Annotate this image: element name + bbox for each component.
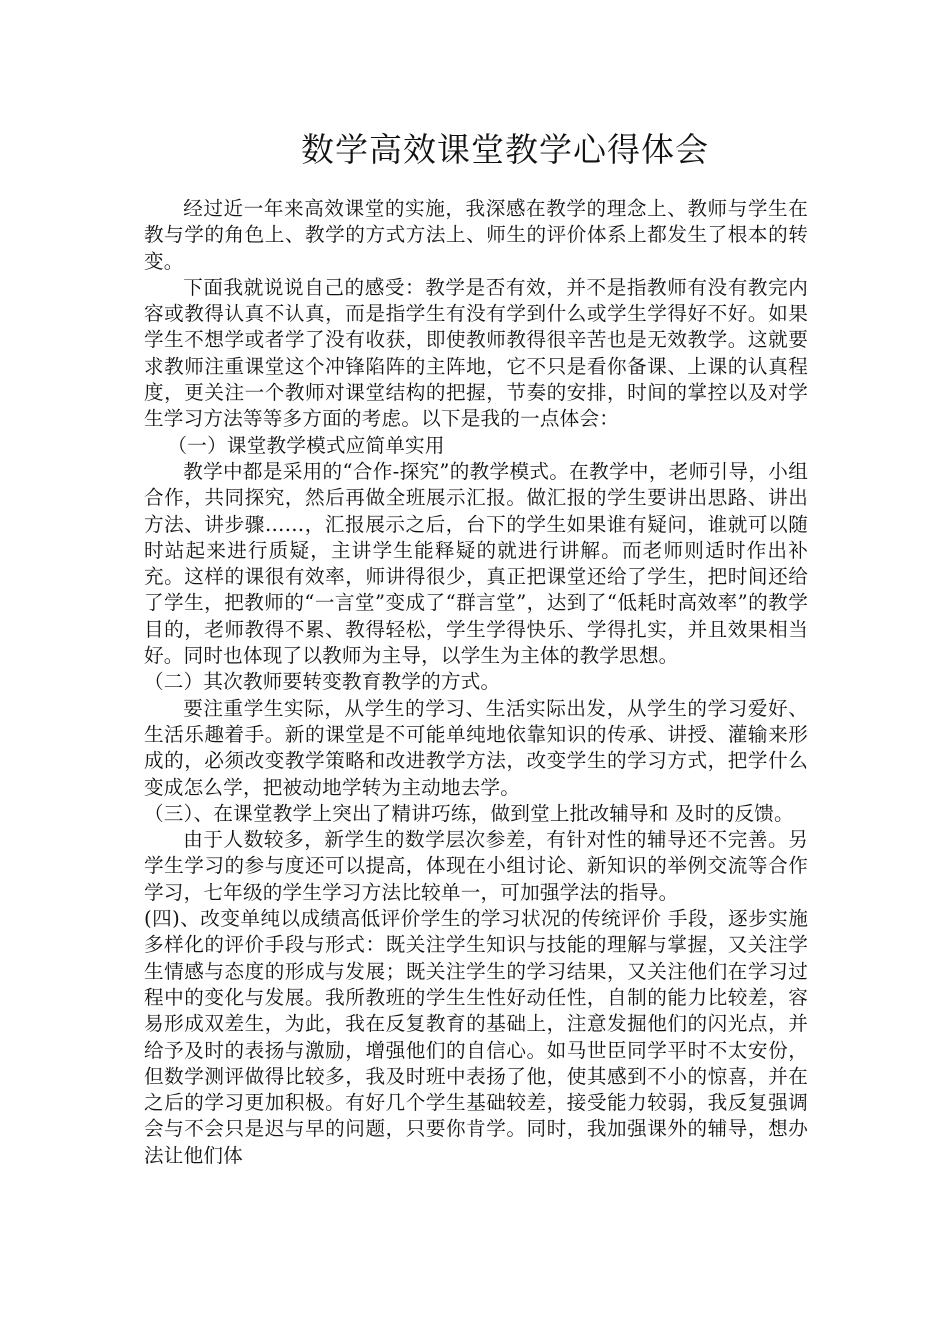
paragraph-feelings: 下面我就说说自己的感受：教学是否有效，并不是指教师有没有教完内容或教得认真不认真，而是指学生有没有学到什么或学生学得好不好。如果学生不想学或者学了没有收获，即使教师教得很辛苦也是无效教学。这就要求教师注重课堂这个冲锋陷阵的主阵地，它不只是看你备课、上课的认真程度，更关注一个教师对课堂结构的把握，节奏的安排，时间的掌控以及对学生学习方法等等多方面的考虑。以下是我的一点体会： (144, 275, 808, 431)
paragraph-section-3: 由于人数较多，新学生的数学层次参差，有针对性的辅导还不完善。另学生学习的参与度还可以提高，体现在小组讨论、新知识的举例交流等合作学习，七年级的学生学习方法比较单一，可加强学法的指导。 (144, 828, 808, 904)
paragraph-intro: 经过近一年来高效课堂的实施，我深感在教学的理念上、教师与学生在教与学的角色上、教学的方式方法上、师生的评价体系上都发生了根本的转变。 (144, 197, 808, 273)
paragraph-section-4: (四)、改变单纯以成绩高低评价学生的学习状况的传统评价 手段，逐步实施多样化的评价手段与形式：既关注学生知识与技能的理解与掌握，又关注学生情感与态度的形成与发展；既关注学生的学习结果，又关注他们在学习过程中的变化与发展。我所教班的学生生性好动任性，自制的能力比较差，容易形成双差生，为此，我在反复教育的基础上，注意发掘他们的闪光点，并给予及时的表扬与激励，增强他们的自信心。如马世臣同学平时不太安份，但数学测评做得比较多，我及时班中表扬了他，使其感到不小的惊喜，并在之后的学习更加积极。有好几个学生基础较差，接受能力较弱，我反复强调会与不会只是迟与早的问题，只要你肯学。同时，我加强课外的辅导，想办法让他们体 (144, 907, 808, 1167)
section-heading-2: （二）其次教师要转变教育教学的方式。 (144, 670, 501, 694)
document-body (144, 196, 808, 1169)
section-heading-1: （一）课堂教学模式应简单实用 (167, 433, 445, 457)
document-title: 数学高效课堂教学心得体会 (301, 130, 709, 169)
paragraph-section-2: 要注重学生实际，从学生的学习、生活实际出发，从学生的学习爱好、生活乐趣着手。新的课堂是不可能单纯地依靠知识的传承、讲授、灌输来形成的，必须改变教学策略和改进教学方法，改变学生的学习方式，把学什么变成怎么学，把被动地学转为主动地去学。 (144, 696, 808, 799)
section-heading-3: （三）、在课堂教学上突出了精讲巧练，做到堂上批改辅导和 及时的反馈。 (144, 801, 794, 825)
paragraph-section-1: 教学中都是采用的“合作-探究”的教学模式。在教学中，老师引导，小组合作，共同探究，然后再做全班展示汇报。做汇报的学生要讲出思路、讲出方法、讲步骤……，汇报展示之后，台下的学生如果谁有疑问，谁就可以随时站起来进行质疑，主讲学生能释疑的就进行讲解。而老师则适时作出补充。这样的课很有效率，师讲得很少，真正把课堂还给了学生，把时间还给了学生，把教师的“一言堂”变成了“群言堂”，达到了“低耗时高效率”的教学目的，老师教得不累、教得轻松，学生学得快乐、学得扎实，并且效果相当好。同时也体现了以教师为主导，以学生为主体的教学思想。 (144, 459, 808, 668)
